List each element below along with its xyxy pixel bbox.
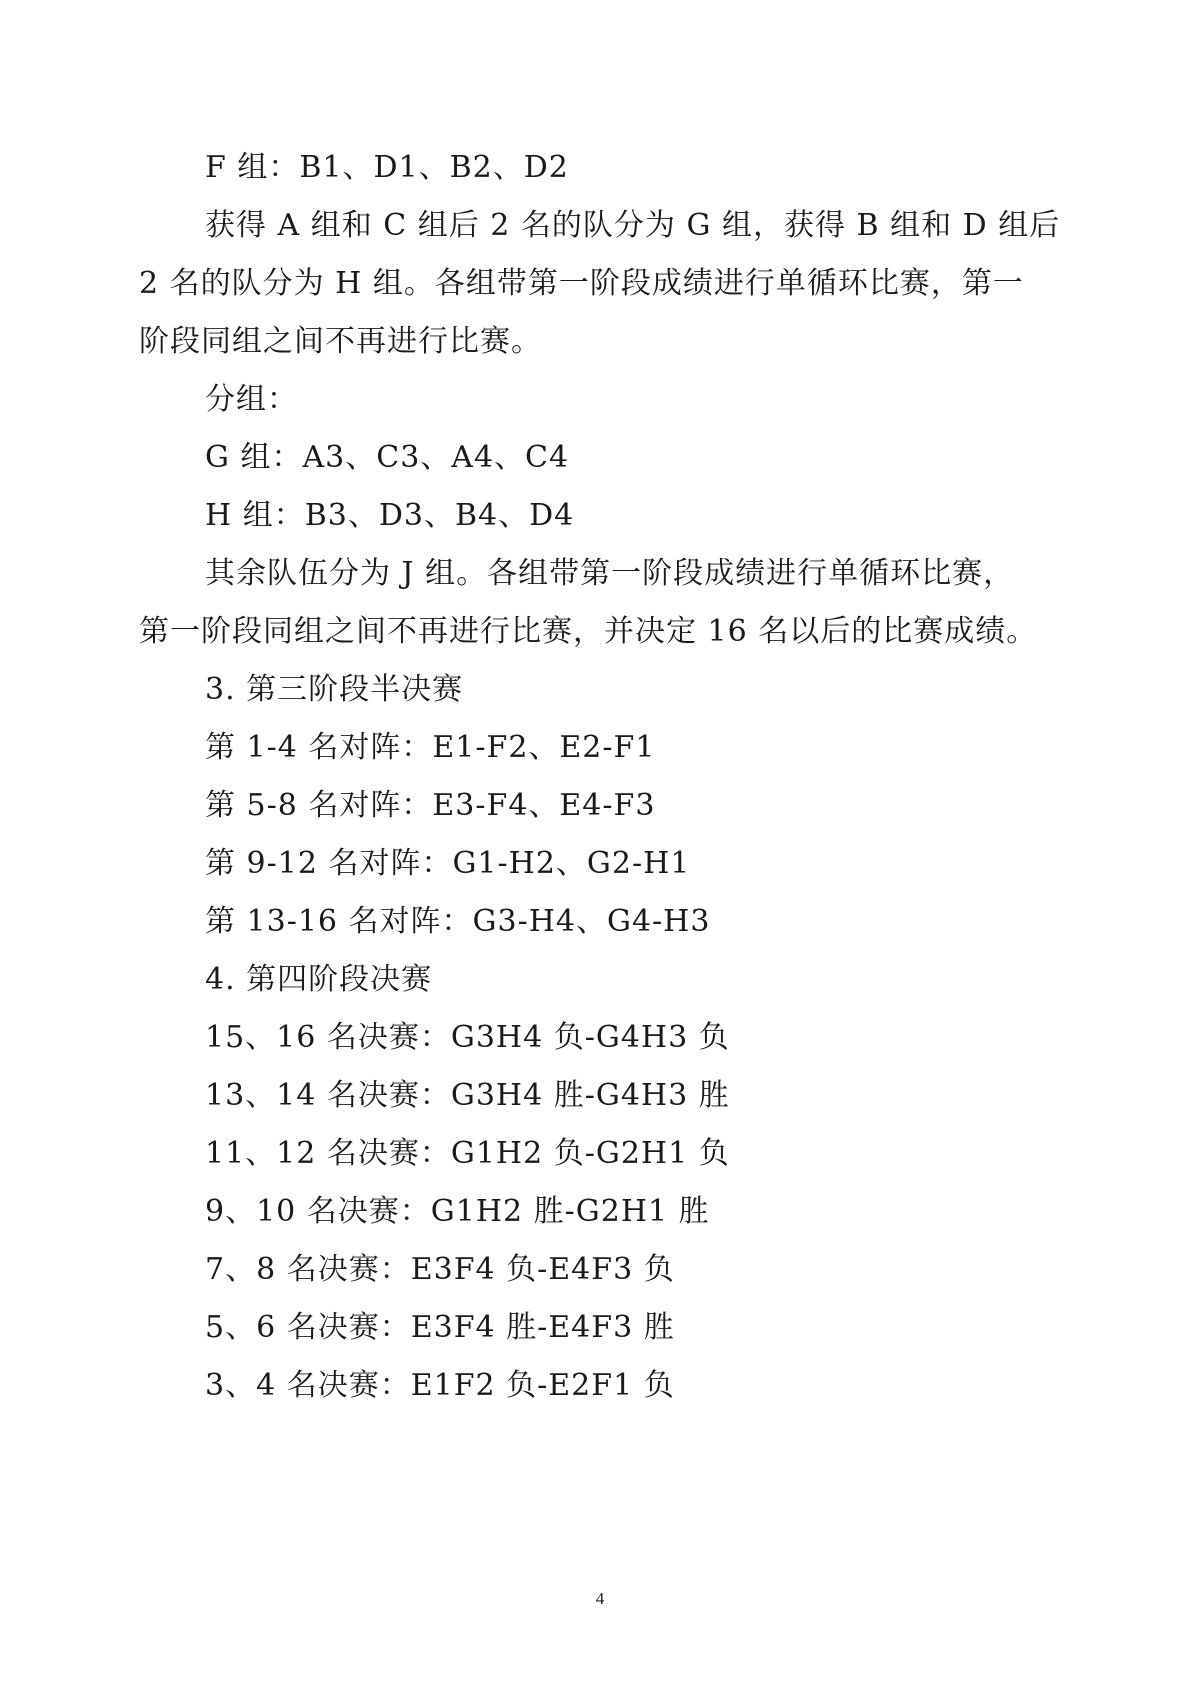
matchup-line: 第 9-12 名对阵：G1-H2、G2-H1 [205, 846, 691, 881]
final-matchup-line: 13、14 名决赛：G3H4 胜-G4H3 胜 [205, 1078, 730, 1113]
group-f-line: F 组：B1、D1、B2、D2 [205, 150, 569, 185]
final-matchup-line: 9、10 名决赛：G1H2 胜-G2H1 胜 [205, 1194, 710, 1229]
group-h-line: H 组：B3、D3、B4、D4 [205, 498, 575, 533]
page-number: 4 [595, 1589, 605, 1608]
group-g-line: G 组：A3、C3、A4、C4 [205, 440, 570, 475]
paragraph-line: 其余队伍分为 J 组。各组带第一阶段成绩进行单循环比赛， [205, 556, 1015, 591]
paragraph-line: 第一阶段同组之间不再进行比赛，并决定 16 名以后的比赛成绩。 [139, 614, 1038, 649]
final-matchup-line: 7、8 名决赛：E3F4 负-E4F3 负 [205, 1252, 675, 1287]
paragraph-line: 阶段同组之间不再进行比赛。 [139, 324, 542, 359]
final-matchup-line: 5、6 名决赛：E3F4 胜-E4F3 胜 [205, 1310, 675, 1345]
final-matchup-line: 11、12 名决赛：G1H2 负-G2H1 负 [205, 1136, 730, 1171]
final-matchup-line: 3、4 名决赛：E1F2 负-E2F1 负 [205, 1368, 675, 1403]
matchup-line: 第 1-4 名对阵：E1-F2、E2-F1 [205, 730, 656, 765]
section-heading-final: 4. 第四阶段决赛 [205, 962, 433, 997]
paragraph-line: 2 名的队分为 H 组。各组带第一阶段成绩进行单循环比赛，第一 [139, 266, 1024, 301]
paragraph-line: 获得 A 组和 C 组后 2 名的队分为 G 组，获得 B 组和 D 组后 [205, 208, 1061, 243]
grouping-heading: 分组： [205, 382, 298, 417]
final-matchup-line: 15、16 名决赛：G3H4 负-G4H3 负 [205, 1020, 730, 1055]
matchup-line: 第 5-8 名对阵：E3-F4、E4-F3 [205, 788, 656, 823]
section-heading-semifinal: 3. 第三阶段半决赛 [205, 672, 464, 707]
matchup-line: 第 13-16 名对阵：G3-H4、G4-H3 [205, 904, 711, 939]
